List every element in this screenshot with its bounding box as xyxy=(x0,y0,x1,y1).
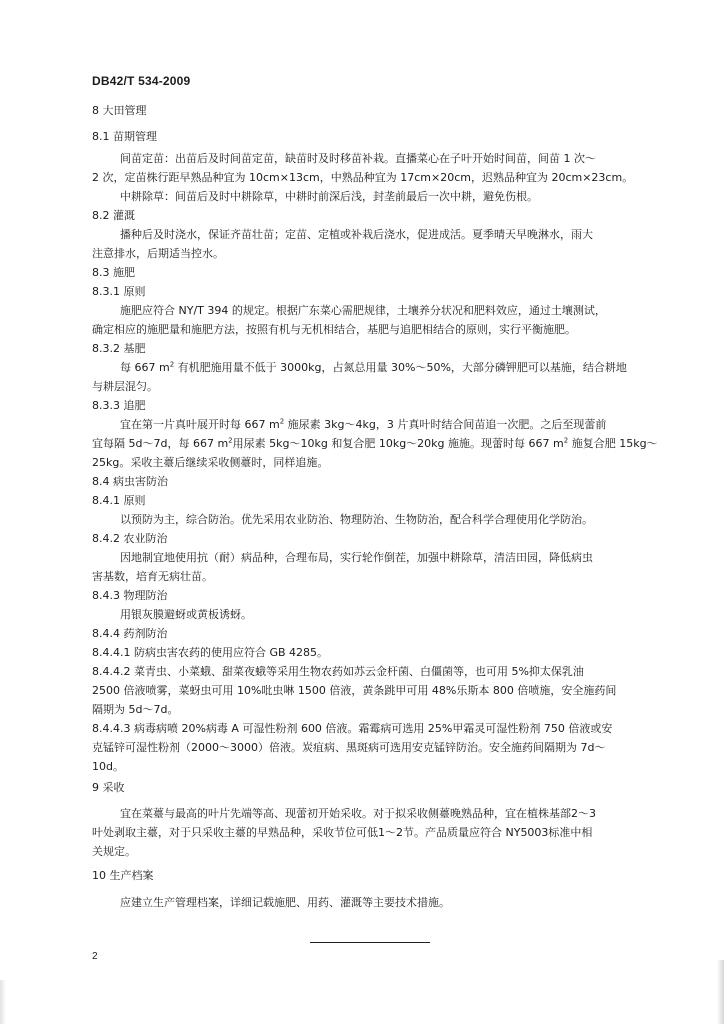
superscript: 2 xyxy=(563,436,569,445)
section-heading: 8 大田管理 xyxy=(92,104,147,117)
superscript: 2 xyxy=(279,417,285,426)
page-number: 2 xyxy=(92,951,98,962)
subsection-heading: 8.4 病虫害防治 xyxy=(92,475,168,488)
text-run: 有机肥施用量不低于 3000kg，占氮总用量 30%～50%，大部分磷钾肥可以基施，结合耕地 xyxy=(174,361,627,374)
section-heading: 9 采收 xyxy=(92,781,125,794)
text-run: 宜每隔 5d～7d，每 667 m xyxy=(92,437,229,450)
paragraph-line: 2500 倍液喷雾，菜蚜虫可用 10%吡虫啉 1500 倍液，黄条跳甲可用 48%乐斯本 800 倍喷施，安全施药间 xyxy=(92,684,617,697)
subsection-heading: 8.2 灌溉 xyxy=(92,209,135,222)
paragraph-line: 隔期为 5d～7d。 xyxy=(92,703,179,716)
text-run: 用尿素 5kg～10kg 和复合肥 10kg～20kg 施施。现蕾时每 667 m xyxy=(232,437,564,450)
text-run: 施复合肥 15kg～ xyxy=(568,437,658,450)
subsubsection-heading: 8.3.2 基肥 xyxy=(92,342,146,355)
subsection-heading: 8.3 施肥 xyxy=(92,266,135,279)
paragraph-line: 中耕除草：间苗后及时中耕除草，中耕时前深后浅，封垄前最后一次中耕，避免伤根。 xyxy=(120,190,538,203)
subsection-heading: 8.1 苗期管理 xyxy=(92,130,157,143)
subsubsection-heading: 8.4.3 物理防治 xyxy=(92,589,168,602)
clause-line: 8.4.4.1 防病虫害农药的使用应符合 GB 4285。 xyxy=(92,646,329,659)
paragraph-line: 用银灰膜避蚜或黄板诱蚜。 xyxy=(120,608,252,621)
paragraph-line: 害基数，培育无病壮苗。 xyxy=(92,570,213,583)
paragraph-line: 确定相应的施肥量和施肥方法，按照有机与无机相结合，基肥与追肥相结合的原则，实行平衡施肥。 xyxy=(92,323,576,336)
paragraph-line: 应建立生产管理档案，详细记载施肥、用药、灌溉等主要技术措施。 xyxy=(120,896,450,909)
paragraph-line: 叶处剥取主薹，对于只采收主薹的早熟品种，采收节位可低1～2节。产品质量应符合 NY5003标准中相 xyxy=(92,826,593,839)
paragraph-line: 间苗定苗：出苗后及时间苗定苗，缺苗时及时移苗补栽。直播菜心在子叶开始时间苗，间苗 1 次～ xyxy=(120,152,596,165)
paragraph-line: 施肥应符合 NY/T 394 的规定。根据广东菜心需肥规律，土壤养分状况和肥料效应，通过土壤测试， xyxy=(120,304,606,317)
subsubsection-heading: 8.3.3 追肥 xyxy=(92,399,146,412)
subsubsection-heading: 8.4.1 原则 xyxy=(92,494,146,507)
scan-edge-shadow-left xyxy=(0,980,6,1024)
paragraph-line: 25kg。采收主薹后继续采收侧薹时，同样追施。 xyxy=(92,456,329,469)
paragraph-line xyxy=(120,361,627,375)
superscript: 2 xyxy=(228,436,233,445)
paragraph-line: 因地制宜地使用抗（耐）病品种，合理布局，实行轮作倒茬，加强中耕除草，清洁田园，降低病虫 xyxy=(120,551,593,564)
text-run: 宜在第一片真叶展开时每 667 m xyxy=(120,418,280,431)
footer-rule xyxy=(310,942,430,943)
text-run: 每 667 m xyxy=(120,361,170,374)
paragraph-line xyxy=(120,418,606,432)
paragraph-line: 播种后及时浇水，保证齐苗壮苗；定苗、定植或补栽后浇水，促进成活。夏季晴天早晚淋水，雨大 xyxy=(120,228,593,241)
subsubsection-heading: 8.4.2 农业防治 xyxy=(92,532,168,545)
paragraph-line: 10d。 xyxy=(92,760,124,773)
standard-code: DB42/T 534-2009 xyxy=(92,74,191,88)
text-run: 施尿素 3kg～4kg，3 片真叶时结合间苗追一次肥。之后至现蕾前 xyxy=(284,418,607,431)
paragraph-line: 以预防为主，综合防治。优先采用农业防治、物理防治、生物防治，配合科学合理使用化学防治。 xyxy=(120,513,593,526)
superscript: 2 xyxy=(169,360,175,369)
subsubsection-heading: 8.3.1 原则 xyxy=(92,285,146,298)
paragraph-line: 2 次，定苗株行距早熟品种宜为 10cm×13cm，中熟品种宜为 17cm×20cm，迟熟品种宜为 20cm×23cm。 xyxy=(92,171,634,184)
paragraph-line: 宜在菜薹与最高的叶片先端等高、现蕾初开始采收。对于拟采收侧薹晚熟品种，宜在植株基部2～3 xyxy=(120,807,596,820)
subsubsection-heading: 8.4.4 药剂防治 xyxy=(92,627,168,640)
paragraph-line xyxy=(92,437,658,451)
clause-line: 8.4.4.3 病毒病喷 20%病毒 A 可湿性粉剂 600 倍液。霜霉病可选用 25%甲霜灵可湿性粉剂 750 倍液或安 xyxy=(92,722,613,735)
paragraph-line: 与耕层混匀。 xyxy=(92,380,158,393)
scan-edge-shadow xyxy=(717,960,724,1024)
clause-line: 8.4.4.2 菜青虫、小菜蛾、甜菜夜蛾等采用生物农药如苏云金杆菌、白僵菌等，也可用 5%抑太保乳油 xyxy=(92,665,584,678)
paragraph-line: 关规定。 xyxy=(92,845,136,858)
section-heading: 10 生产档案 xyxy=(92,869,154,882)
paragraph-line: 注意排水，后期适当控水。 xyxy=(92,247,224,260)
paragraph-line: 克锰锌可湿性粉剂（2000～3000）倍液。炭疽病、黑斑病可选用安克锰锌防治。安全施药间隔期为 7d～ xyxy=(92,741,606,754)
